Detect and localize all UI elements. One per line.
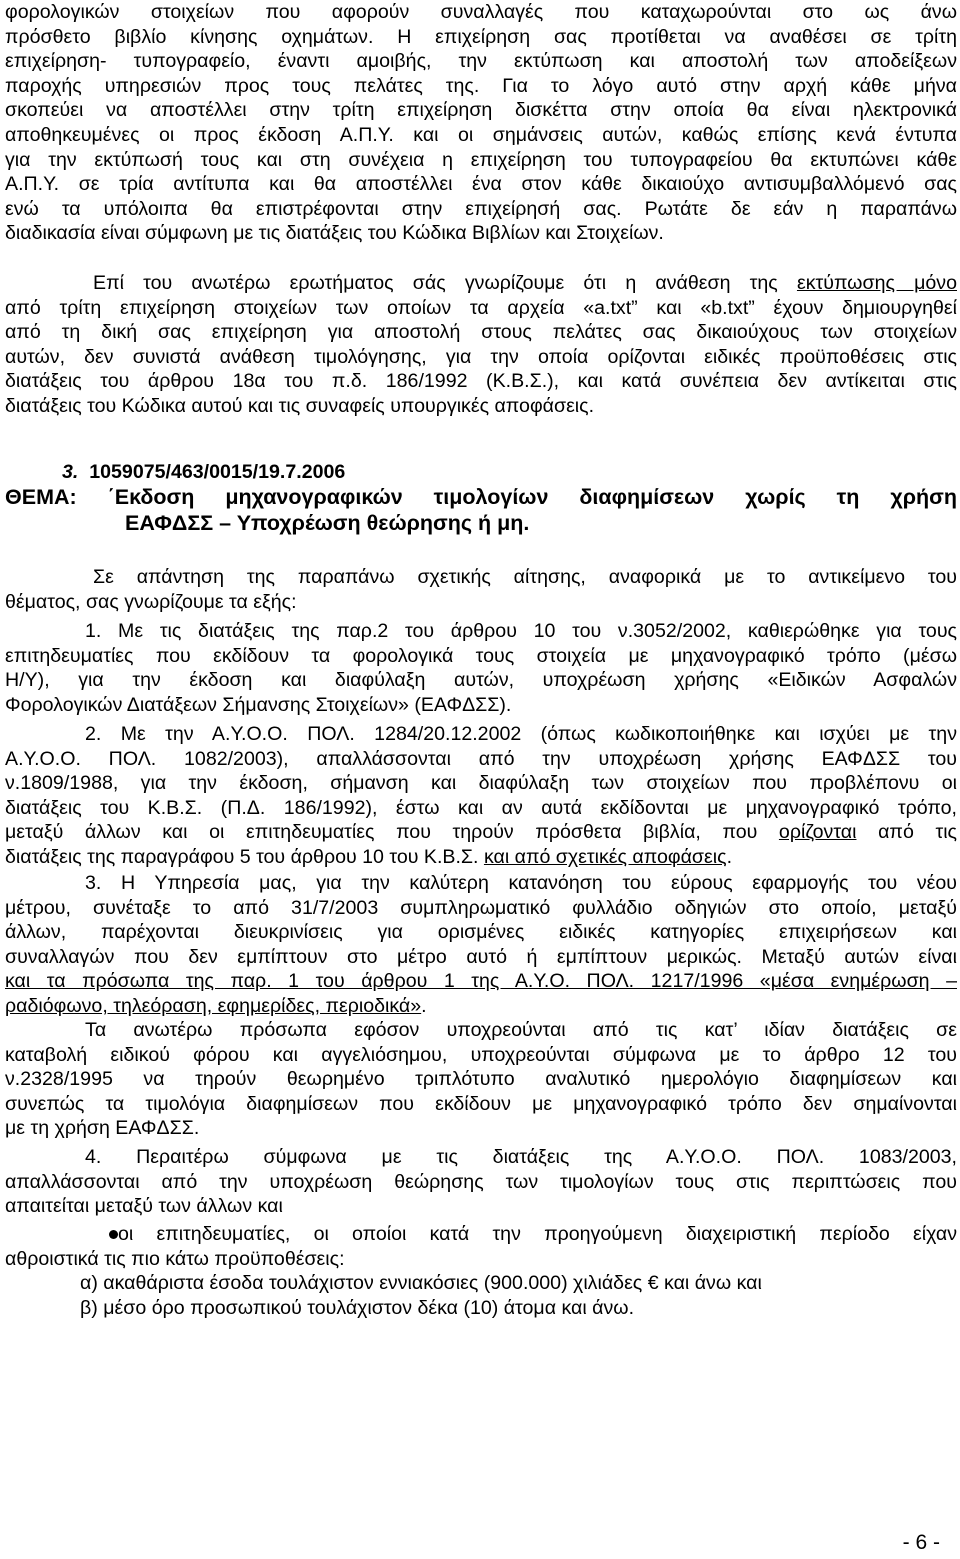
text-line: Φορολογικών Διατάξεων Σήμανσης Στοιχείων» (ΕΑΦΔΣΣ). [5,693,512,716]
section-subject [5,484,957,536]
underlined-text: εκτύπωσης μόνο [796,272,957,294]
text-line: άλλων, παρέχονται διευκρινίσεις για ορισμένες ειδικές κατηγορίες επιχειρήσεων και [5,921,957,944]
text-line: Α.Υ.Ο.Ο. ΠΟΛ. 1082/2003), απαλλάσσονται από την υποχρέωση χρήσης ΕΑΦΔΣΣ του [5,747,957,770]
text-line: παροχής υπηρεσιών προς τους πελάτες της. Για το λόγο αυτό στην αρχή κάθε μήνα [5,74,957,97]
paragraph-advertisers [5,1018,957,1141]
text-line: Η/Υ), για την έκδοση και διαφύλαξη αυτών, υποχρέωση χρήσης «Ειδικών Ασφαλών [5,669,957,692]
text-line: 1. Με τις διατάξεις της παρ.2 του άρθρου 10 του ν.3052/2002, καθιερώθηκε για τους [85,620,957,642]
text-run: . [726,845,733,868]
text-line: 3. Η Υπηρεσία μας, για την καλύτερη κατανόηση του εύρους εφαρμογής του νέου [85,872,957,894]
text-line: α) ακαθάριστα έσοδα τουλάχιστον εννιακόσιες (900.000) χιλιάδες € και άνω και [80,1272,762,1295]
text-line: αθροιστικά τις πιο κάτω προϋποθέσεις: [5,1247,345,1270]
text-line: για την εκτύπωσή τους και στη συνέχεια η επιχείρηση του τυπογραφείου θα εκτυπώνει κάθε [5,148,957,171]
underlined-text: ραδιόφωνο, τηλεόραση, εφημερίδες, περιοδικά» [5,994,422,1017]
paragraph-intro [5,0,957,246]
text-line: θέματος, σας γνωρίζουμε τα εξής: [5,590,297,613]
text-line: Τα ανωτέρω πρόσωπα εφόσον υποχρεούνται από τις κατ’ ιδίαν διατάξεις σε [85,1019,957,1041]
text-line: απαλλάσσονται από την υποχρέωση θεώρησης των τιμολογίων τους στις περιπτώσεις που [5,1170,957,1193]
text-line: με τη χρήση ΕΑΦΔΣΣ. [5,1117,200,1140]
text-line: διατάξεις του Κώδικα αυτού και τις συναφείς υπουργικές αποφάσεις. [5,394,595,417]
text-line: αυτών, δεν συνιστά ανάθεση τιμολόγησης, για την οποία ορίζονται ειδικές προϋποθέσεις στις [5,345,957,368]
text-line: ν.2328/1995 να τηρούν θεωρημένο τριπλότυπο αναλυτικό ημερολόγιο διαφημίσεων και [5,1068,957,1091]
text-line: β) μέσο όρο προσωπικού τουλάχιστον δέκα (10) άτομα και άνω. [80,1296,635,1319]
text-line: από τη δική σας επιχείρηση για αποστολή στους πελάτες σας δικαιούχους των στοιχείων [5,321,957,344]
paragraph-point-3 [5,871,957,1019]
section-reference: 1059075/463/0015/19.7.2006 [89,461,346,483]
text-line: συνεπώς τα τιμολόγια διαφημίσεων που εκδίδουν με μηχανογραφικό τρόπο δεν σημαίνονται [5,1092,957,1115]
bullet-text [5,1222,957,1320]
text-line: φορολογικών στοιχείων που αφορούν συναλλαγές που καταχωρούνται στο ως άνω [5,1,957,23]
text-line: Α.Π.Υ. σε τρία αντίτυπα και θα αποστέλλει ένα στον κάθε δικαιούχο αντισυμβαλλόμενό σας [5,173,957,196]
text-line: επιχείρηση- τυπογραφείο, έναντι αμοιβής, την εκτύπωση και αποστολή των αποδείξεων [5,50,957,73]
text-run: Επί του ανωτέρω ερωτήματος σάς γνωρίζουμε ότι η ανάθεση της [93,272,797,294]
text-line: μέτρου, συνέταξε το από 31/7/2003 συμπληρωματικό φυλλάδιο οδηγιών στο οποίο, μεταξύ [5,896,957,919]
text-line: ν.1809/1988, για την έκδοση, σήμανση και διαφύλαξη των στοιχείων που προβλέπονυ οι [5,772,957,795]
text-line: από τρίτη επιχείρηση στοιχείων των οποίων τα αρχεία «a.txt” και «b.txt” έχουν δημιουργηθεί [5,296,957,319]
paragraph-point-1 [5,619,957,717]
underlined-text: και τα πρόσωπα της παρ. 1 του άρθρου 1 της Α.Υ.Ο. ΠΟΛ. 1217/1996 «μέσα ενημέρωση – [5,970,957,993]
subject-line: ΘΕΜΑ: ΄Εκδοση μηχανογραφικών τιμολογίων διαφημίσεων χωρίς τη χρήση [5,485,957,509]
subject-line: ΕΑΦΔΣΣ – Υποχρέωση θεώρησης ή μη. [125,511,530,535]
bullet-item [5,1222,957,1320]
text-line [5,845,957,870]
text-line: καταβολή ειδικού φόρου και αγγελιόσημου, υποχρεούνται σύμφωνα με το άρθρο 12 του [5,1043,957,1066]
text-line: διαδικασία είναι σύμφωνη με τις διατάξεις του Κώδικα Βιβλίων και Στοιχείων. [5,222,664,245]
text-line: πρόσθετο βιβλίο κίνησης οχημάτων. Η επιχείρηση σας προτίθεται να αναθέσει σε τρίτη [5,25,957,48]
page-number: - 6 - [902,1531,940,1554]
paragraph-answer [5,271,957,419]
text-line: ενώ τα υπόλοιπα θα επιστρέφονται στην επιχείρησή σας. Ρωτάτε δε εάν η παραπάνω [5,197,957,220]
section-heading [62,461,345,484]
paragraph-point-2 [5,722,957,870]
text-line: 4. Περαιτέρω σύμφωνα με τις διατάξεις της Α.Υ.Ο.Ο. ΠΟΛ. 1083/2003, [85,1146,957,1168]
text-run: μεταξύ άλλων και οι επιτηδευματίες που τηρούν πρόσθετα βιβλία, που [5,821,779,844]
text-line: οι επιτηδευματίες, οι οποίοι κατά την προηγούμενη διαχειριστική περίοδο είχαν [118,1223,957,1245]
text-line: αποθηκευμένες οι προς έκδοση Α.Π.Υ. και οι σημάνσεις αυτών, καθώς επίσης κενά έντυπα [5,123,957,146]
paragraph-point-4 [5,1145,957,1219]
paragraph-reply [5,565,957,614]
underlined-text: και από σχετικές αποφάσεις [483,845,727,868]
text-line: απαιτείται μεταξύ των άλλων και [5,1195,283,1218]
text-run: διατάξεις της παραγράφου 5 του άρθρου 10 του Κ.Β.Σ. [5,845,484,868]
section-number: 3. [62,461,79,483]
text-line: διατάξεις του Κ.Β.Σ. (Π.Δ. 186/1992), έστω και αν αυτά εκδίδονται με μηχανογραφικό τρόπο, [5,796,957,819]
text-line [5,820,957,845]
text-line: σκοπεύει να αποστέλλει στην τρίτη επιχείρηση δισκέττα στην οποία θα είναι ηλεκτρονικά [5,99,957,122]
text-line [5,994,957,1019]
text-line [5,271,957,296]
text-line: 2. Με την Α.Υ.Ο.Ο. ΠΟΛ. 1284/20.12.2002 (όπως κωδικοποιήθηκε και ισχύει με την [85,723,957,745]
text-line: επιτηδευματίες που εκδίδουν τα φορολογικά τους στοιχεία με μηχανογραφικό τρόπο (μέσω [5,644,957,667]
text-line: διατάξεις του άρθρου 18α του π.δ. 186/1992 (Κ.Β.Σ.), και κατά συνέπεια δεν αντίκειται στις [5,370,957,393]
text-line: Σε απάντηση της παραπάνω σχετικής αίτησης, αναφορικά με το αντικείμενο του [93,566,957,588]
text-run: από τις [856,821,957,844]
underlined-text: ορίζονται [778,821,857,844]
text-line: συναλλαγών που δεν εμπίπτουν στο μέτρο αυτό ή εμπίπτουν μερικώς. Μεταξύ αυτών είναι [5,945,957,968]
text-run: . [421,994,427,1017]
